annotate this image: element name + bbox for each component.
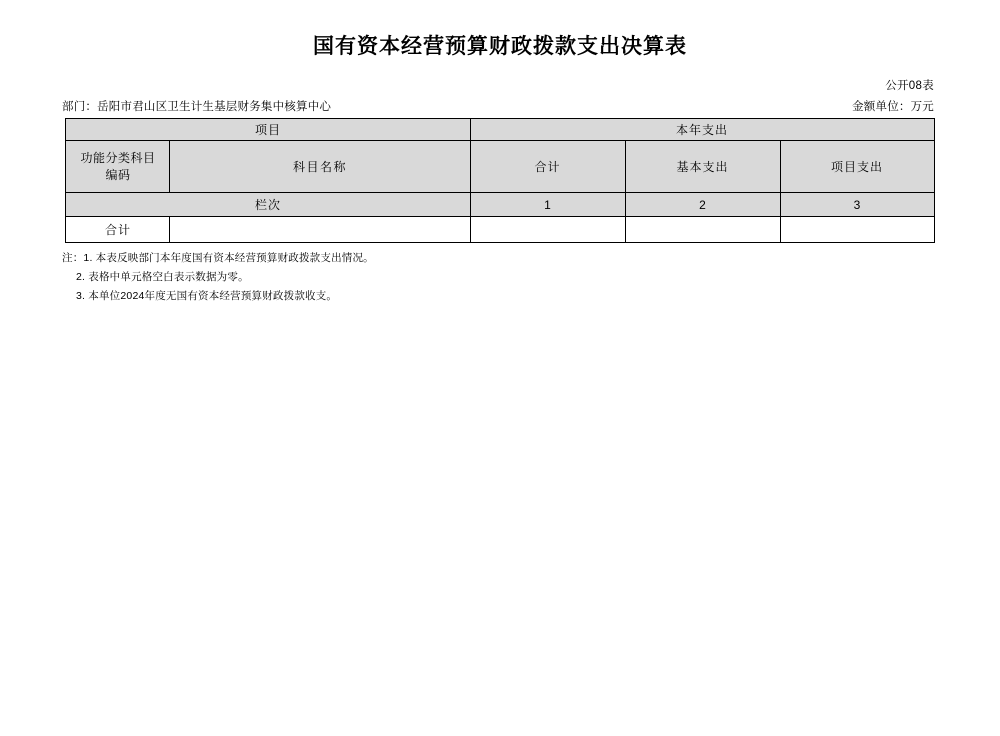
total-row-total xyxy=(470,217,625,243)
document-page xyxy=(0,30,1000,736)
total-row-subject-name xyxy=(170,217,470,243)
row-number-label: 栏次 xyxy=(66,193,470,217)
note-text-1: 1. 本表反映部门本年度国有资本经营预算财政拨款支出情况。 xyxy=(83,252,374,264)
header-col-code-line2: 编码 xyxy=(105,167,131,182)
column-number-2: 2 xyxy=(625,193,780,217)
header-col-code xyxy=(66,141,170,193)
department-name: 岳阳市君山区卫生计生基层财务集中核算中心 xyxy=(97,101,332,113)
table-header-group-row xyxy=(66,119,934,141)
notes-block xyxy=(0,249,1000,306)
budget-table xyxy=(65,118,934,243)
form-code: 公开08表 xyxy=(885,80,934,92)
header-group-item: 项目 xyxy=(66,119,470,141)
header-col-subject-name: 科目名称 xyxy=(170,141,470,193)
column-number-1: 1 xyxy=(470,193,625,217)
department-label: 部门： xyxy=(62,101,98,113)
header-col-project-expense: 项目支出 xyxy=(780,141,934,193)
page-title: 国有资本经营预算财政拨款支出决算表 xyxy=(313,34,687,58)
department-info xyxy=(62,98,331,114)
note-line-3: 3. 本单位2024年度无国有资本经营预算财政拨款收支。 xyxy=(76,290,338,302)
column-number-3: 3 xyxy=(780,193,934,217)
note-line-1 xyxy=(62,249,1000,268)
header-group-current-year: 本年支出 xyxy=(470,119,934,141)
table-row xyxy=(66,217,934,243)
amount-unit: 金额单位：万元 xyxy=(852,101,934,113)
note-line-2: 2. 表格中单元格空白表示数据为零。 xyxy=(76,271,249,283)
table-header-columns-row xyxy=(66,141,934,193)
header-col-basic-expense: 基本支出 xyxy=(625,141,780,193)
table-column-number-row xyxy=(66,193,934,217)
header-col-total: 合计 xyxy=(470,141,625,193)
total-row-basic-expense xyxy=(625,217,780,243)
meta-row xyxy=(0,98,1000,114)
total-row-project-expense xyxy=(780,217,934,243)
total-row-label: 合计 xyxy=(66,217,170,243)
header-col-code-line1: 功能分类科目 xyxy=(80,150,156,165)
notes-prefix: 注： xyxy=(62,252,84,264)
